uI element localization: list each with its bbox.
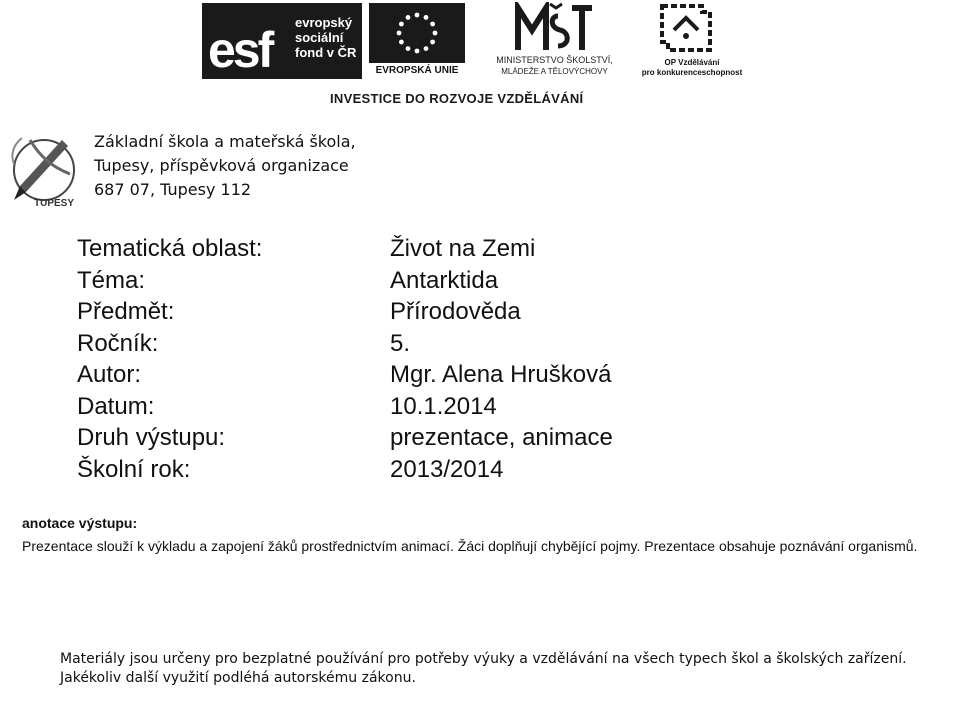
school-address	[94, 130, 356, 202]
logo-bar	[0, 0, 960, 115]
info-value: 5.	[390, 329, 411, 357]
msmt-logo	[472, 0, 637, 80]
info-label: Datum:	[77, 392, 155, 420]
esf-caption	[295, 15, 356, 60]
annotation-heading: anotace výstupu:	[22, 515, 138, 531]
school-logo-icon	[0, 126, 90, 208]
info-value: Antarktida	[390, 266, 499, 294]
esf-logo	[202, 3, 362, 79]
msmt-mark-icon	[514, 2, 594, 54]
esf-caption-line: evropský	[295, 15, 353, 30]
info-label: Předmět:	[77, 298, 175, 325]
info-value: 10.1.2014	[390, 392, 497, 420]
info-label: Tematická oblast:	[77, 235, 263, 262]
info-value: prezentace, animace	[390, 424, 613, 451]
license-line: Materiály jsou určeny pro bezplatné používání pro potřeby výuky a vzdělávání na všech typech škol a školských zařízení.	[60, 651, 907, 667]
info-value: Život na Zemi	[390, 235, 536, 262]
school-org-line: Tupesy, příspěvková organizace	[94, 156, 349, 175]
info-value: 2013/2014	[390, 455, 504, 483]
investice-tagline: INVESTICE DO ROZVOJE VZDĚLÁVÁNÍ	[330, 91, 584, 106]
op-line1: OP Vzdělávání	[664, 58, 720, 67]
op-line2: pro konkurenceschopnost	[641, 68, 743, 77]
school-address-line: 687 07, Tupesy 112	[94, 180, 252, 199]
esf-caption-line: sociální	[295, 30, 344, 45]
info-label: Školní rok:	[77, 455, 191, 483]
info-value: Přírodověda	[390, 298, 521, 325]
esf-caption-line: fond v ČR	[295, 45, 357, 60]
eu-flag-icon	[369, 3, 465, 63]
eu-logo	[369, 3, 465, 79]
school-logo-text: TUPESY	[34, 198, 75, 208]
esf-mark: esf	[208, 22, 272, 78]
license-footer	[60, 650, 940, 688]
msmt-line2: MLÁDEŽE A TĚLOVÝCHOVY	[501, 67, 608, 76]
info-value: Mgr. Alena Hrušková	[390, 361, 612, 388]
school-name-line: Základní škola a mateřská škola,	[94, 132, 356, 151]
eu-label: EVROPSKÁ UNIE	[375, 65, 459, 76]
info-label: Ročník:	[77, 329, 159, 357]
op-logo	[640, 0, 744, 82]
op-mark-icon	[658, 2, 714, 54]
info-label: Autor:	[77, 361, 142, 388]
msmt-line1: MINISTERSTVO ŠKOLSTVÍ,	[496, 55, 613, 65]
info-label: Téma:	[77, 266, 146, 294]
copyright-line: Jakékoliv další využití podléhá autorskému zákonu.	[60, 670, 416, 686]
annotation-text: Prezentace slouží k výkladu a zapojení žáků prostřednictvím animací. Žáci doplňují chybějící pojmy. Prezentace obsahuje poznávání organismů.	[22, 538, 918, 554]
info-label: Druh výstupu:	[77, 424, 226, 451]
